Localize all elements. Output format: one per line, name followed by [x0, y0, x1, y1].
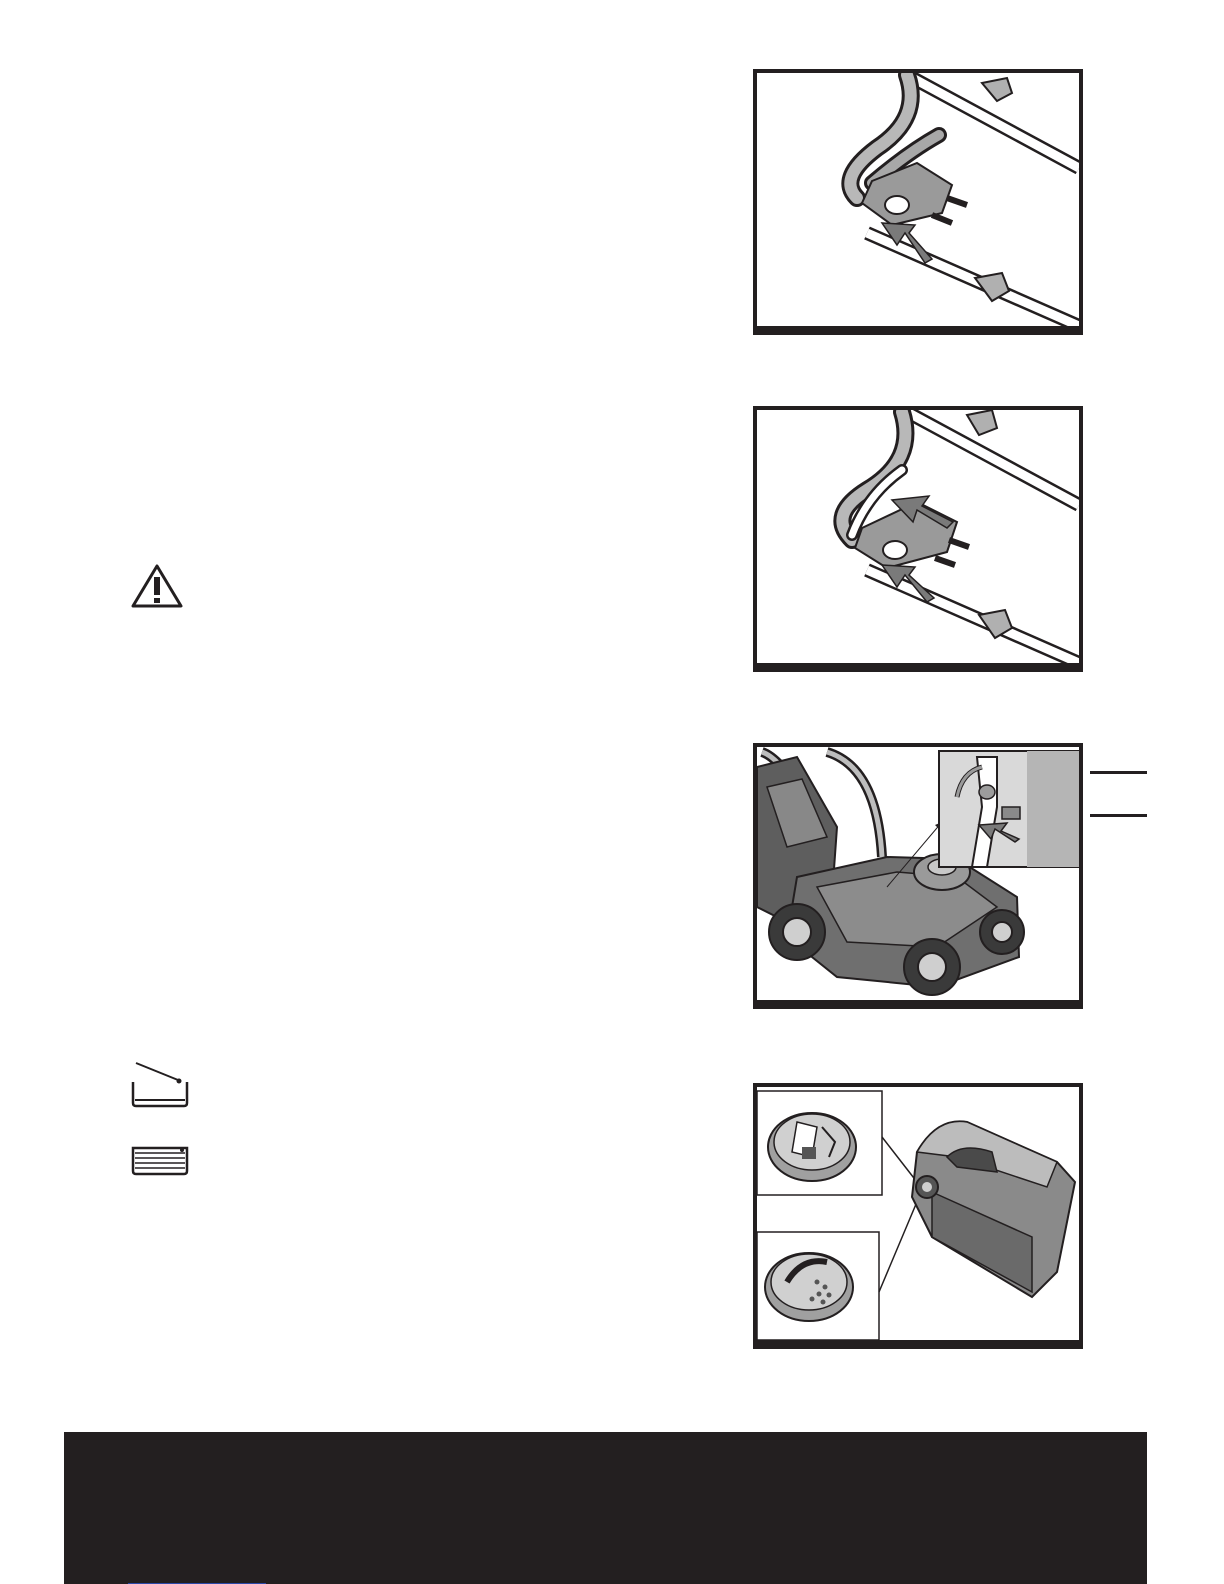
footer-bar [64, 1432, 1147, 1584]
mower-height-adjust-diagram [753, 743, 1083, 1009]
handle-clamp-press-diagram [753, 69, 1083, 335]
warning-triangle-icon [130, 562, 184, 610]
callout-line-top [1090, 771, 1147, 774]
handle-clamp-fold-diagram [753, 406, 1083, 672]
callout-line-bottom [1090, 814, 1147, 817]
grass-box-full-icon [130, 1144, 190, 1176]
grass-box-empty-icon [130, 1060, 190, 1108]
grass-box-indicator-diagram [753, 1083, 1083, 1349]
